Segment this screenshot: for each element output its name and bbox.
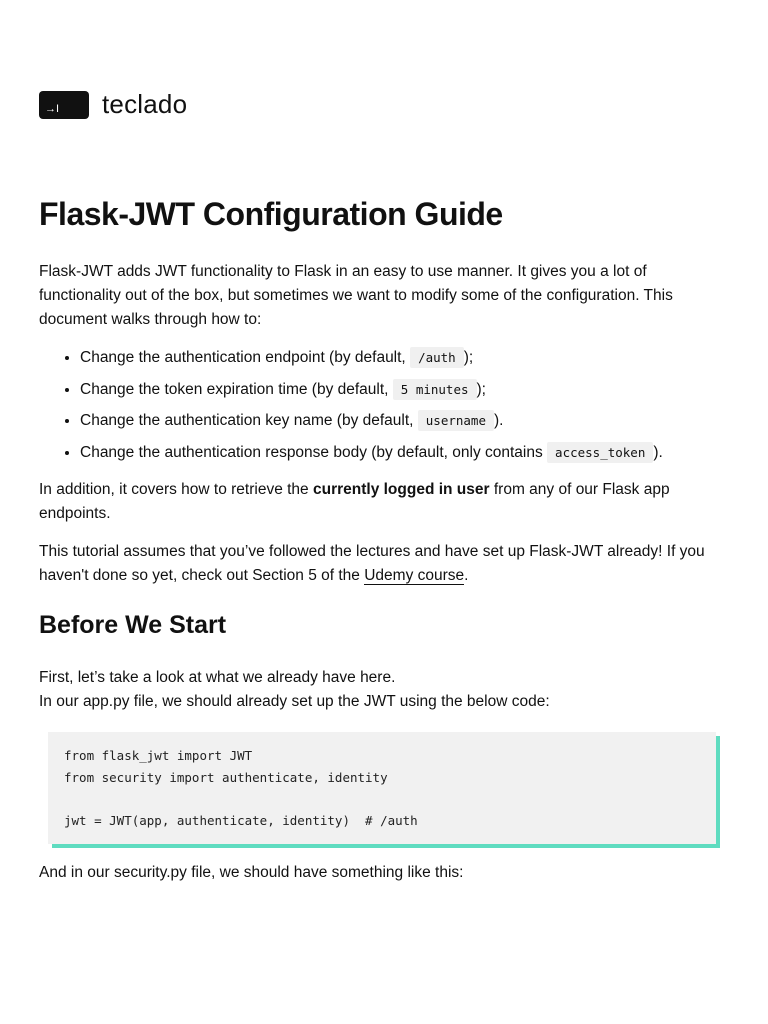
intro-paragraph: Flask-JWT adds JWT functionality to Flask in an easy to use manner. It gives you a lot of functionality out of the box, but sometimes we want to modify some of the configuration. This document walks through how to: — [39, 263, 673, 328]
list-text: ); — [463, 349, 474, 366]
inline-code: access_token — [547, 442, 653, 463]
text: from any of our Flask app endpoints. — [39, 481, 670, 522]
list-text: ). — [653, 443, 663, 461]
text: This tutorial assumes that you’ve followed the lectures and have set up Flask-JWT already! If you haven't done so yet, check out Section 5 of the — [39, 543, 705, 584]
list-item — [80, 439, 663, 471]
list-text: ); — [476, 380, 486, 398]
list-item — [80, 376, 663, 408]
config-list — [39, 344, 663, 470]
list-item — [80, 344, 663, 376]
page-title: Flask-JWT Configuration Guide — [39, 196, 503, 232]
after-code-paragraph: And in our security.py file, we should have something like this: — [39, 864, 464, 881]
udemy-course-link[interactable]: Udemy course — [364, 567, 465, 584]
addition-paragraph — [39, 478, 729, 526]
list-item — [80, 407, 663, 439]
list-text: Change the authentication response body (by default, only contains — [80, 443, 548, 461]
logo-mark-icon: →I — [39, 91, 89, 119]
code-block: from flask_jwt import JWT from security import authenticate, identity jwt = JWT(app, authenticate, identity) # /auth — [48, 732, 716, 844]
tutorial-paragraph — [39, 540, 729, 588]
teclado-logo — [39, 89, 187, 120]
text: . — [464, 567, 469, 584]
list-text: Change the token expiration time (by default, — [80, 380, 393, 398]
section-paragraph-1: First, let’s take a look at what we already have here. — [39, 669, 396, 686]
inline-code: 5 minutes — [393, 379, 477, 400]
inline-code: /auth — [410, 347, 464, 368]
section-heading: Before We Start — [39, 611, 227, 639]
list-text: Change the authentication key name (by default, — [80, 412, 418, 429]
inline-code: username — [418, 410, 494, 431]
bold-text: currently logged in user — [312, 481, 490, 498]
logo-text: teclado — [102, 89, 188, 119]
list-text: Change the authentication endpoint (by default, — [80, 349, 411, 366]
list-text: ). — [494, 412, 504, 429]
section-paragraph-2: In our app.py file, we should already set up the JWT using the below code: — [39, 693, 550, 710]
text: In addition, it covers how to retrieve the — [39, 481, 313, 498]
